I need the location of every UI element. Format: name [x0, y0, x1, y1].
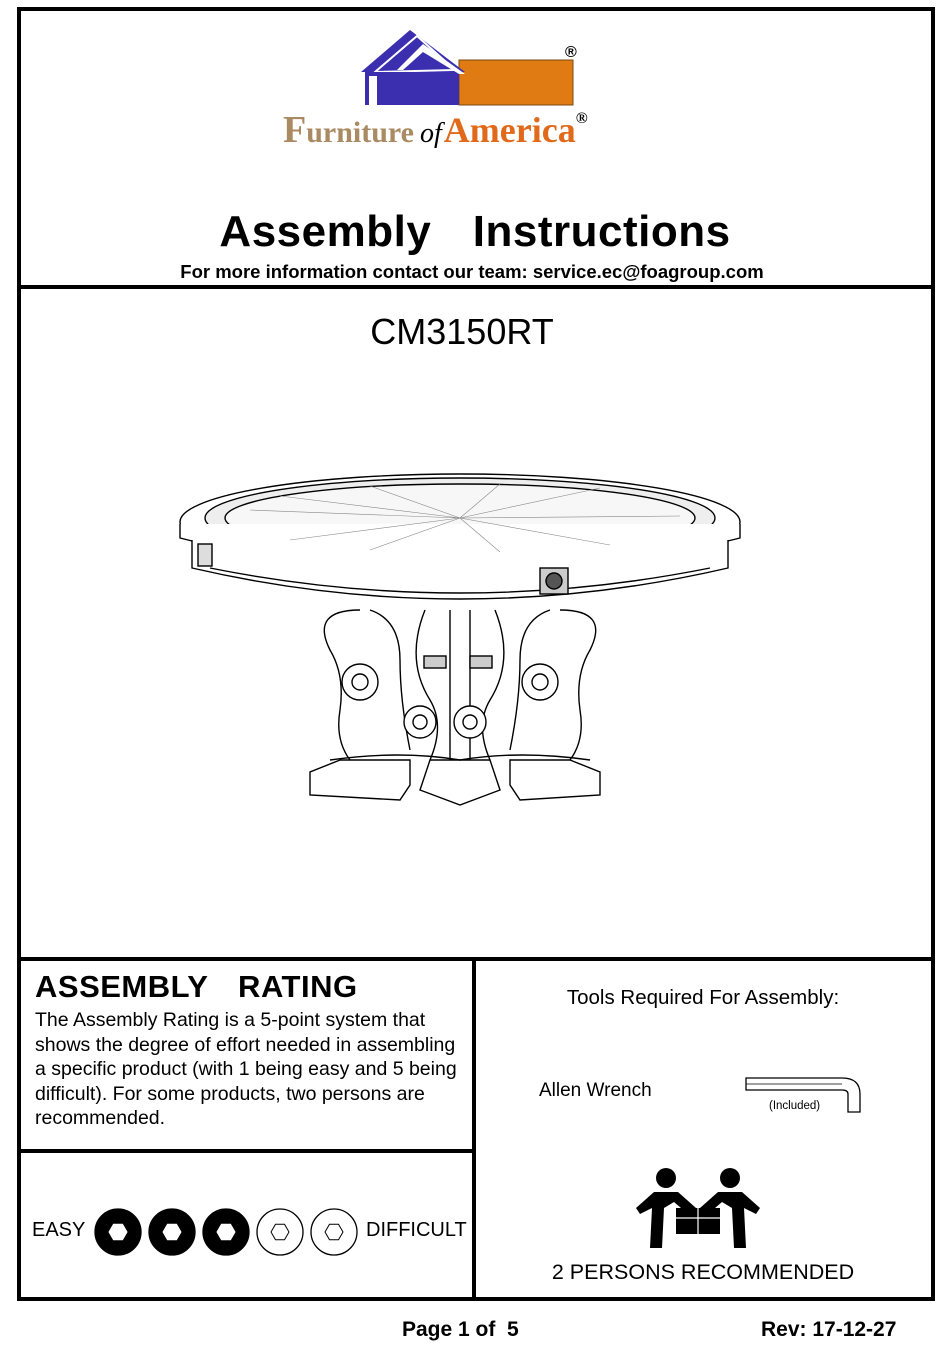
rating-dot-empty	[311, 1209, 357, 1255]
page-title: Assembly Instructions	[219, 207, 731, 256]
tool-allen-wrench-label: Allen Wrench	[539, 1080, 652, 1101]
two-persons-lifting-icon	[636, 1168, 760, 1254]
logo-registered-mark: ®	[565, 44, 577, 61]
rating-difficult-label: DIFFICULT	[366, 1219, 467, 1241]
tool-included-note: (Included)	[769, 1100, 821, 1112]
brand-wordmark	[283, 108, 683, 158]
product-model: CM3150RT	[370, 311, 554, 352]
header-divider	[17, 285, 935, 289]
round-pedestal-table-illustration	[170, 460, 750, 830]
rating-section-divider	[17, 957, 935, 961]
rating-dot-filled	[149, 1209, 195, 1255]
revision-date: Rev: 17-12-27	[761, 1318, 897, 1341]
assembly-rating-title: ASSEMBLY RATING	[35, 969, 358, 1004]
rating-dot-filled	[203, 1209, 249, 1255]
contact-line: For more information contact our team: service.ec@foagroup.com	[180, 261, 764, 282]
rating-dot-filled	[95, 1209, 141, 1255]
rating-easy-label: EASY	[32, 1219, 86, 1241]
brand-connector: of	[420, 118, 442, 149]
rating-scale-divider	[17, 1149, 476, 1153]
page-number: Page 1 of 5	[402, 1318, 519, 1341]
two-persons-recommended-label: 2 PERSONS RECOMMENDED	[551, 1260, 855, 1284]
tools-required-title: Tools Required For Assembly:	[566, 986, 840, 1009]
brand-rest-first-word: urniture	[306, 116, 415, 149]
rating-scale	[93, 1206, 363, 1258]
brand-registered-mark: ®	[575, 110, 588, 127]
brand-last-word: America	[443, 110, 576, 150]
brand-first-letter: F	[283, 109, 307, 151]
assembly-rating-description: The Assembly Rating is a 5-point system that shows the degree of effort needed in assembling a specific product (with 1 being easy and 5 being difficult). For some products, two persons are recommended.	[35, 1009, 457, 1129]
rating-dot-empty	[257, 1209, 303, 1255]
